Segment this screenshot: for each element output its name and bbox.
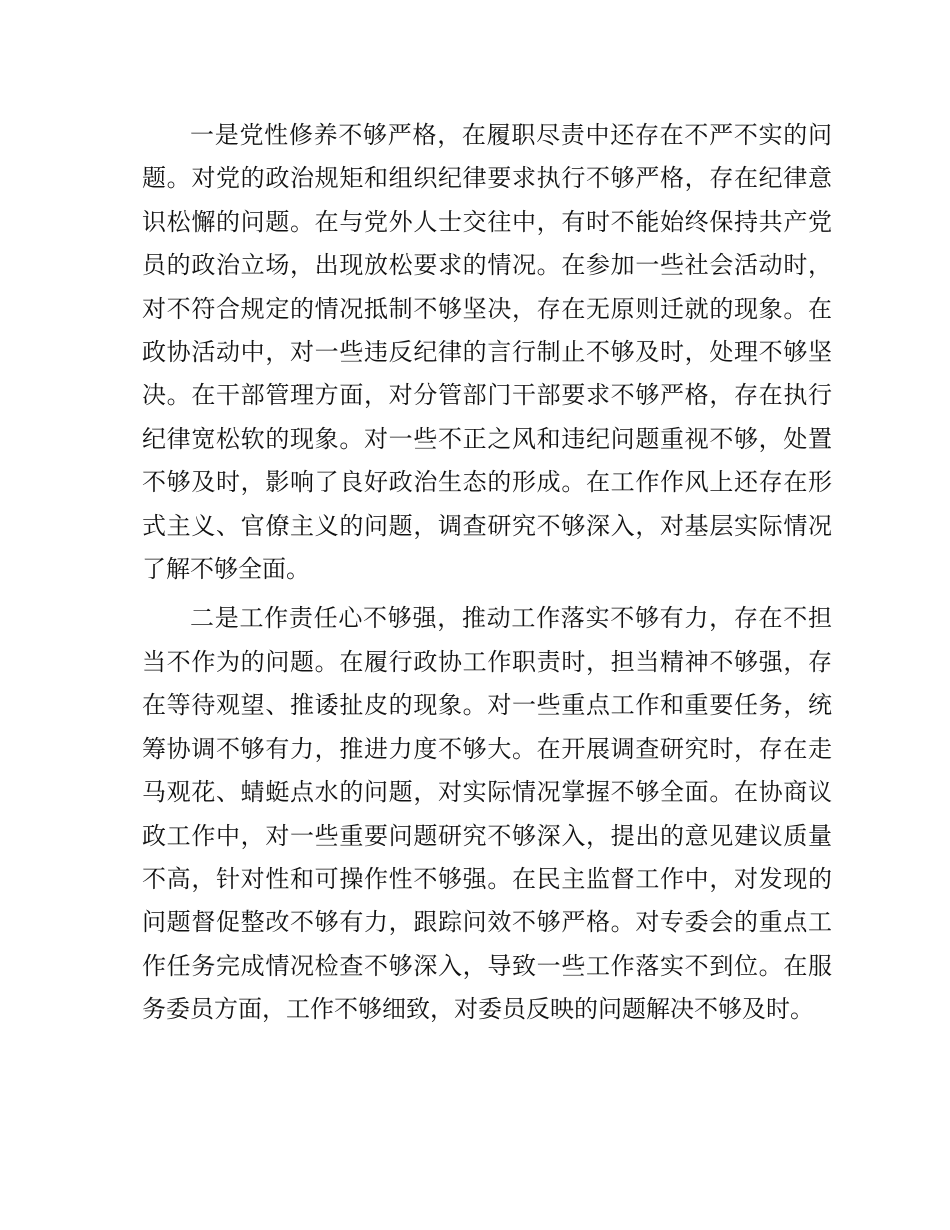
document-body <box>142 114 832 1038</box>
paragraph-party-discipline: 一是党性修养不够严格，在履职尽责中还存在不严不实的问题。对党的政治规矩和组织纪律要求执行不够严格，存在纪律意识松懈的问题。在与党外人士交往中，有时不能始终保持共产党员的政治立场，出现放松要求的情况。在参加一些社会活动时，对不符合规定的情况抵制不够坚决，存在无原则迁就的现象。在政协活动中，对一些违反纪律的言行制止不够及时，处理不够坚决。在干部管理方面，对分管部门干部要求不够严格，存在执行纪律宽松软的现象。对一些不正之风和违纪问题重视不够，处置不够及时，影响了良好政治生态的形成。在工作作风上还存在形式主义、官僚主义的问题，调查研究不够深入，对基层实际情况了解不够全面。 <box>142 121 832 584</box>
paragraph-work-responsibility: 二是工作责任心不够强，推动工作落实不够有力，存在不担当不作为的问题。在履行政协工作职责时，担当精神不够强，存在等待观望、推诿扯皮的现象。对一些重点工作和重要任务，统筹协调不够有力，推进力度不够大。在开展调查研究时，存在走马观花、蜻蜓点水的问题，对实际情况掌握不够全面。在协商议政工作中，对一些重要问题研究不够深入，提出的意见建议质量不高，针对性和可操作性不够强。在民主监督工作中，对发现的问题督促整改不够有力，跟踪问效不够严格。对专委会的重点工作任务完成情况检查不够深入，导致一些工作落实不到位。在服务委员方面，工作不够细致，对委员反映的问题解决不够及时。 <box>142 604 832 1024</box>
